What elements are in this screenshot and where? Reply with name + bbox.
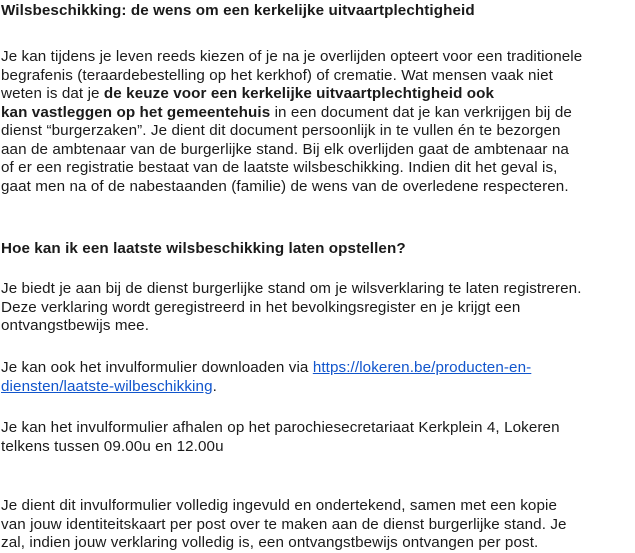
download-link-part-2[interactable]: diensten/laatste-wilbeschikking xyxy=(1,377,213,395)
aanbieden-line-2: Deze verklaring wordt geregistreerd in het bevolkingsregister en je krijgt een xyxy=(1,298,521,316)
per-post-line-2: van jouw identiteitskaart per post over te maken aan de dienst burgerlijke stand. Je xyxy=(1,515,567,533)
afhalen-line-2: telkens tussen 09.00u en 12.00u xyxy=(1,437,224,455)
download-suffix: . xyxy=(212,377,217,395)
download-link-part-1[interactable]: https://lokeren.be/producten-en- xyxy=(312,359,532,376)
intro-line-6: aan de ambtenaar van de burgerlijke stand. Bij elk overlijden gaat de ambtenaar na xyxy=(1,140,569,158)
per-post-line-3: zal, indien jouw verklaring volledig is, een ontvangstbewijs ontvangen per post. xyxy=(1,534,539,551)
per-post-line-1: Je dient dit invulformulier volledig ingevuld en ondertekend, samen met een kopie xyxy=(1,497,558,514)
intro-bold-part-2: kan vastleggen op het gemeentehuis xyxy=(1,103,271,121)
paragraph-aanbieden xyxy=(1,280,633,336)
intro-bold-part-1: de keuze voor een kerkelijke uitvaartplechtigheid ook xyxy=(103,85,495,102)
paragraph-download xyxy=(1,359,633,396)
heading-hoe-opstellen: Hoe kan ik een laatste wilsbeschikking laten opstellen? xyxy=(1,240,406,257)
intro-line-4-rest: in een document dat je kan verkrijgen bij de xyxy=(270,103,572,121)
afhalen-line-1: Je kan het invulformulier afhalen op het parochiesecretariaat Kerkplein 4, Lokeren xyxy=(1,419,560,436)
aanbieden-line-1: Je biedt je aan bij de dienst burgerlijke stand om je wilsverklaring te laten registreren. xyxy=(1,280,582,297)
intro-line-2: begrafenis (teraardebestelling op het kerkhof) of crematie. Wat mensen vaak niet xyxy=(1,66,553,84)
paragraph-per-post xyxy=(1,497,633,553)
aanbieden-line-3: ontvangstbewijs mee. xyxy=(1,317,150,334)
intro-line-7: of er een registratie bestaat van de laatste wilsbeschikking. Indien dit het geval is, xyxy=(1,159,558,176)
intro-line-3: weten is dat je xyxy=(1,85,104,102)
paragraph-afhalen xyxy=(1,419,633,456)
download-prefix: Je kan ook het invulformulier downloaden via xyxy=(1,359,313,376)
intro-line-5: dienst “burgerzaken”. Je dient dit document persoonlijk in te vullen én te bezorgen xyxy=(1,122,561,139)
intro-line-1: Je kan tijdens je leven reeds kiezen of je na je overlijden opteert voor een traditionele xyxy=(1,48,583,65)
heading-wilsbeschikking: Wilsbeschikking: de wens om een kerkelijke uitvaartplechtigheid xyxy=(1,2,475,19)
intro-line-8: gaat men na of de nabestaanden (familie) de wens van de overledene respecteren. xyxy=(1,177,569,195)
paragraph-intro xyxy=(1,48,633,196)
